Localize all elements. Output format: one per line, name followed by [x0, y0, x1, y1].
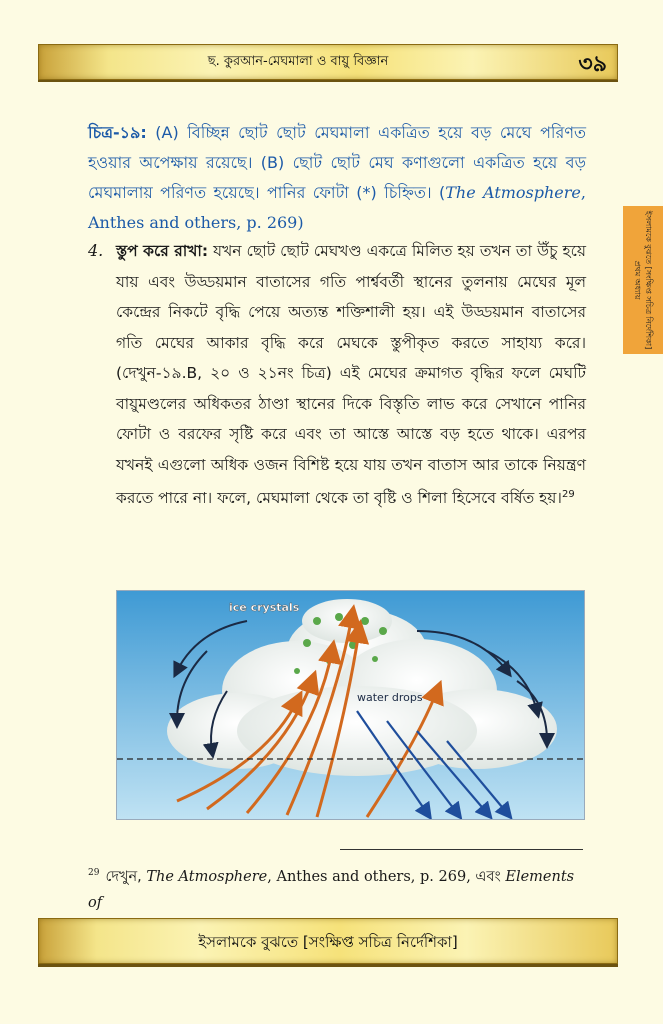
footer-title: ইসলামকে বুঝতে [সংক্ষিপ্ত সচিত্র নির্দেশিকা] — [198, 933, 458, 951]
page-number: ৩৯ — [578, 52, 607, 77]
chapter-side-tab — [623, 206, 663, 354]
footnote-book1: The Atmosphere — [146, 868, 268, 885]
page-footer — [38, 918, 618, 964]
running-title: ছ. কুরআন-মেঘমালা ও বায়ু বিজ্ঞান — [207, 54, 389, 69]
label-ice-crystals: ice crystals — [229, 601, 300, 614]
side-tab-text — [632, 211, 654, 349]
footnote-conjunction: এবং — [475, 868, 501, 885]
caption-book: The Atmosphere — [445, 183, 581, 202]
cloud-diagram-svg — [117, 591, 584, 819]
item-term: স্তুপ করে রাখা: — [116, 242, 209, 260]
footnote-book2-start: Elements of — [88, 868, 575, 911]
page-header — [38, 44, 618, 80]
label-water-drops: water drops — [357, 691, 423, 704]
item-number: 4. — [88, 241, 104, 260]
caption-label: চিত্র-১৯: — [88, 123, 147, 142]
footnote-divider — [340, 849, 583, 850]
figure-caption — [88, 118, 586, 238]
item-text: যখন ছোট ছোট মেঘখণ্ড একত্রে মিলিত হয় তখন তা উঁচু হয়ে যায় এবং উড্ডয়মান বাতাসের গতি পার্শ্ববর্তী স্থানের তুলনায় মেঘের মূল কেন্দ্রের নিকটে বৃদ্ধি পেয়ে অত্যন্ত শক্তিশালী হয়। এই উড্ডয়মান বাতাসের গতি মেঘের আকার বৃদ্ধি করে মেঘকে স্তুপীকৃত করতে সাহায্য করে। (দেখুন-১৯.B, ২০ ও ২১নং চিত্র) এই মেঘের ক্রমাগত বৃদ্ধির ফলে মেঘটি বায়ুমণ্ডলের অধিকতর ঠাণ্ডা স্থানের দিকে বিস্তৃতি লাভ করে সেখানে পানির ফোটা ও বরফের সৃষ্টি করে এবং তা আস্তে আস্তে বড় হতে থাকে। এরপর যখনই এগুলো অধিক ওজন বিশিষ্ট হয়ে যায় তখন বাতাস আর তাকে নিয়ন্ত্রণ করতে পারে না। ফলে, মেঘমালা থেকে তা বৃষ্টি ও শিলা হিসেবে বর্ষিত হয়। — [116, 242, 587, 508]
footnote-prefix: দেখুন, — [105, 868, 142, 885]
side-tab-book: ইসলামকে বুঝতে [সংক্ষিপ্ত সচিত্র নির্দেশিকা] — [644, 210, 653, 350]
footnote-ref1: , Anthes and others, p. 269, — [267, 868, 471, 885]
footnote-marker: 29 — [561, 489, 575, 500]
caption-text: (A) বিচ্ছিন্ন ছোট ছোট মেঘমালা একত্রিত হয়ে বড় মেঘে পরিণত হওয়ার অপেক্ষায় রয়েছে। (B) ছোট ছোট মেঘ কণাগুলো একত্রিত হয়ে বড় মেঘমালায় পরিণত হয়েছে। পানির ফোটা (*) চিহ্নিত। ( — [88, 123, 586, 202]
caption-reference: , Anthes and others, p. 269) — [88, 183, 586, 232]
footnote-number: 29 — [88, 868, 100, 878]
item-body — [116, 236, 586, 514]
cloud-illustration — [116, 590, 585, 820]
side-tab-chapter: প্রথম অধ্যায় — [633, 260, 642, 300]
